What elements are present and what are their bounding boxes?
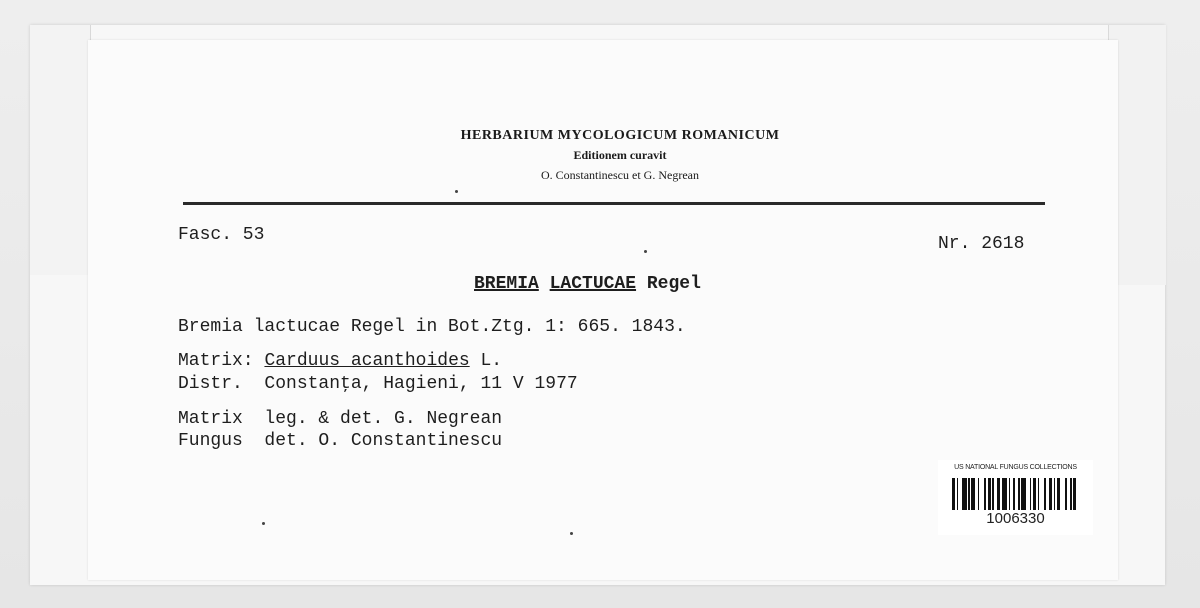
herbarium-title: HERBARIUM MYCOLOGICUM ROMANICUM bbox=[460, 128, 780, 143]
paper-speck bbox=[262, 522, 265, 525]
herbarium-editors: O. Constantinescu et G. Negrean bbox=[541, 168, 699, 182]
fungus-label: Fungus bbox=[178, 431, 243, 451]
header-divider bbox=[183, 202, 1045, 205]
barcode-number: 1006330 bbox=[986, 510, 1045, 527]
matrix-label: Matrix: bbox=[178, 351, 254, 371]
distr-label: Distr. bbox=[178, 374, 243, 394]
barcode-bar bbox=[1076, 478, 1079, 510]
paper-speck bbox=[455, 190, 458, 193]
matrix-leg-value: leg. & det. G. Negrean bbox=[264, 409, 503, 429]
matrix-leg-label: Matrix bbox=[178, 409, 243, 429]
matrix-host: Carduus acanthoides bbox=[264, 351, 470, 371]
barcode-label bbox=[938, 460, 1093, 535]
distribution-line bbox=[178, 373, 578, 395]
barcode-bars bbox=[952, 478, 1080, 510]
matrix-host-author: L. bbox=[480, 351, 503, 371]
species-citation: Bremia lactucae Regel in Bot.Ztg. 1: 665. 1843. bbox=[178, 317, 686, 337]
matrix-line bbox=[178, 350, 502, 372]
distr-value: Constanţa, Hagieni, 11 V 1977 bbox=[264, 374, 578, 394]
fungus-determiner-line bbox=[178, 430, 502, 452]
fascicle-number: Fasc. 53 bbox=[178, 225, 265, 245]
species-genus: BREMIA bbox=[474, 274, 539, 294]
barcode-caption: US NATIONAL FUNGUS COLLECTIONS bbox=[954, 464, 1077, 471]
paper-speck bbox=[644, 250, 647, 253]
species-epithet: LACTUCAE bbox=[549, 274, 637, 294]
paper-speck bbox=[570, 532, 573, 535]
label-header bbox=[0, 127, 1200, 183]
species-author: Regel bbox=[646, 274, 701, 294]
specimen-number: Nr. 2618 bbox=[938, 234, 1025, 254]
species-title bbox=[474, 273, 701, 295]
matrix-collector-line bbox=[178, 408, 502, 430]
fungus-value: det. O. Constantinescu bbox=[264, 431, 503, 451]
herbarium-subtitle: Editionem curavit bbox=[573, 148, 667, 162]
